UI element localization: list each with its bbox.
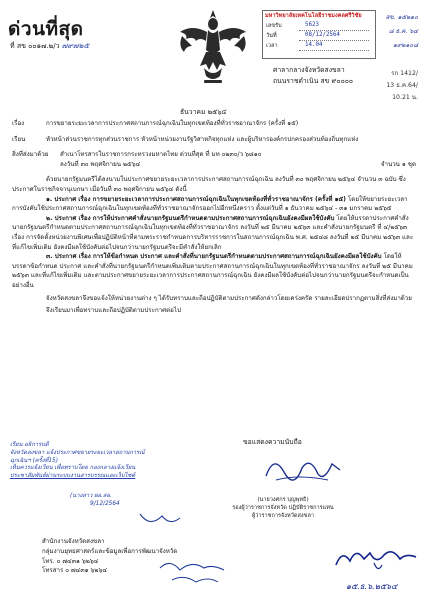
office-line: ศาลากลางจังหวัดสงขลา <box>273 66 345 74</box>
signer-position: ผู้ว่าราชการจังหวัดสงขลา <box>251 513 315 519</box>
item-2 <box>12 214 416 252</box>
minute-line: เรียน อธิการบดี <box>10 442 49 448</box>
subject-text: การขยายระยะเวลาการประกาศสถานการณ์ฉุกเฉินในทุกเขตท้องที่ทั่วราชอาณาจักร (ครั้งที่ ๑๕) <box>46 120 299 127</box>
footer-line: โทร. ๐ ๗๔๓๑ ๖๒๖๔ <box>42 557 99 565</box>
footer-line: โทรสาร ๐ ๗๔๓๑ ๖๒๖๔ <box>42 567 108 575</box>
office-line: ถนนราชดำเนิน สข ๙๐๐๐๐ <box>273 77 354 85</box>
paragraph: จังหวัดสงขลาจึงขอแจ้งให้หน่วยงานต่าง ๆ ได้รับทราบและถือปฏิบัติตามประกาศดังกล่าวโดยเคร่งครัด รายละเอียดปรากฏตามสิ่งที่ส่งมาด้วย <box>46 294 412 302</box>
right-note: ๑๙๒๑๐๘ <box>392 42 418 49</box>
subject-label: เรื่อง <box>12 120 25 127</box>
stamp-row <box>263 22 375 32</box>
garuda-emblem-icon <box>174 6 252 86</box>
stamp-label: เวลา <box>266 43 278 49</box>
right-note: ๘ ธ.ค. ๖๔ <box>388 28 418 35</box>
signature-icon <box>258 446 348 492</box>
footer-line: กลุ่มงานยุทธศาสตร์และข้อมูลเพื่อการพัฒนาจังหวัด <box>42 547 178 555</box>
paragraph: จึงเรียนมาเพื่อทราบและถือปฏิบัติตามประกาศต่อไป <box>46 307 181 315</box>
item-heading: ๑. ประกาศ เรื่อง การขยายระยะเวลาการประกาศสถานการณ์ฉุกเฉินในทุกเขตท้องที่ทั่วราชอาณาจักร (ครั้งที่ ๑๕) <box>46 195 347 203</box>
paragraph-text: ด้วยนายกรัฐมนตรีได้ลงนามในประกาศขยายระยะเวลาการประกาศสถานการณ์ฉุกเฉิน ลงวันที่ ๓๐ พฤศจิกายน ๒๕๖๔ <box>46 176 356 184</box>
closing: ขอแสดงความนับถือ <box>243 438 302 446</box>
paragraph <box>12 175 416 194</box>
doc-no-handwritten: ๗๙๗๒๕ <box>61 41 90 50</box>
to-label: เรียน <box>12 135 26 143</box>
ref-count: จำนวน ๑ ชุด <box>380 160 416 168</box>
item-text: โดยให้ขยายระยะเวลาการบังคับใช้ประกาศสถานการณ์ฉุกเฉินในทุกเขตท้องที่ทั่วราชอาณาจักรออกไปอีกหนึ่งคราว ตั้งแต่วันที่ ๑ ธันวาคม ๒๕๖๔ - ๓๑ มกราคม ๒๕๖๕ <box>12 195 408 213</box>
stamp-org: มหาวิทยาลัยเทคโนโลยีราชมงคลศรีวิชัย <box>265 13 362 19</box>
signer-position: รองผู้ว่าราชการจังหวัด ปฏิบัติราชการแทน <box>232 505 334 511</box>
minute-line: ฉุกเฉินฯ (ครั้งที่15) <box>10 457 58 464</box>
stamp-value: 08/12/2564 <box>305 32 340 38</box>
stamp-row <box>263 42 375 52</box>
item-3 <box>12 252 416 290</box>
right-note: สข. ๑๕๒๑๐ <box>385 14 418 21</box>
item-heading: ๓. ประกาศ เรื่อง การให้ข้อกำหนด ประกาศ และคำสั่งที่นายกรัฐมนตรีกำหนดตามประกาศสถานการณ์ฉุกเฉินยังคงมีผลใช้บังคับ <box>46 253 382 261</box>
ref-text-2: ลงวันที่ ๓๐ พฤศจิกายน ๒๕๖๔ <box>60 160 141 168</box>
footer-line: สำนักงานจังหวัดสงขลา <box>42 538 105 545</box>
to-text: หัวหน้าส่วนราชการทุกส่วนราชการ หัวหน้าหน่วยงานรัฐวิสาหกิจทุกแห่ง และผู้บริหารองค์กรปกครองส่วนท้องถิ่นทุกแห่ง <box>46 135 359 143</box>
right-note: 13 ธ.ค.64/ <box>386 82 418 89</box>
stamp-row <box>263 32 375 42</box>
right-note: 10.21 น. <box>392 94 418 101</box>
receipt-stamp <box>262 10 376 59</box>
ref-text: สำเนาโทรสารในราชการกระทรวงมหาดไทย ด่วนที่สุด ที่ มท ๐๒๓๐/ว ๖๘๑๐ <box>60 151 262 159</box>
document-body <box>12 119 416 316</box>
signer-name: (นายวงศกร บุญพุทธิ) <box>257 497 309 503</box>
minute-line: (นางสาว ผอ.สอ. <box>70 492 112 499</box>
ref-label: สิ่งที่ส่งมาด้วย <box>12 151 49 159</box>
minute-line: จังหวัดสงขลา แจ้งประกาศขยายระยะเวลาสถานการณ์ <box>10 449 145 456</box>
minute-line: 9/12/2564 <box>90 500 120 507</box>
to-line <box>12 135 416 145</box>
item-text: โดยให้บรรดาข้อกำหนด ประกาศ และคำสั่งที่นายกรัฐมนตรีกำหนดเพิ่มเติมตามประกาศสถานการณ์ฉุกเฉินในทุกเขตท้องที่ทั่วราชอาณาจักร ลงวันที่ ๒๕ มีนาคม ๒๕๖๓ และที่แก้ไขเพิ่มเติม และตามประกาศขยายระยะเวลาการประกาศสถานการณ์ฉุกเฉิน ยังคงมีผลใช้บังคับต่อไปจนกว่านายกรัฐมนตรีจะกำหนดเป็นอย่างอื่น <box>12 253 413 289</box>
footer-contact <box>42 537 177 576</box>
approval-date: ๑๕.ธ.๖.๒๕๖๔ <box>346 582 398 591</box>
paragraph-text: จำนวน ๓ ฉบับ ซึ่งประกาศในราชกิจจานุเบกษา เมื่อวันที่ ๓๐ พฤศจิกายน ๒๕๖๔ ดังนี้ <box>12 176 406 193</box>
office-address <box>273 65 353 87</box>
ref-line <box>12 150 416 160</box>
minute-line: ประชาสัมพันธ์ผ่านระบบงานสารบรรณและเว็บไซต์ <box>10 473 136 480</box>
doc-no-prefix: ที่ สข ๐๐๑๗.๒/ว <box>10 42 60 50</box>
item-1 <box>12 195 416 214</box>
stamp-label: วันที่ <box>266 33 277 39</box>
minute-line: เห็นควรแจ้งเวียน เพื่อทราบโดย กองกลางแจ้งเวียน <box>10 465 136 472</box>
right-note: รก 1412/ <box>391 70 418 77</box>
stamp-value: 5623 <box>305 22 319 28</box>
stamp-label: เลขรับ <box>266 23 282 29</box>
ref-line-2 <box>12 160 416 170</box>
handwritten-minute <box>10 442 198 509</box>
stamp-value: 14.04 <box>305 42 323 48</box>
item-heading: ๒. ประกาศ เรื่อง การให้ประกาศคำสั่งนายกรัฐมนตรีกำหนดตามประกาศสถานการณ์ฉุกเฉินยังคงมีผลใช้บังคับ <box>46 214 335 222</box>
document-date: ธันวาคม ๒๕๖๔ <box>180 108 227 116</box>
document-number <box>10 40 89 52</box>
signer-block <box>216 496 350 520</box>
item-text: โดยให้บรรดาประกาศคำสั่งนายกรัฐมนตรีกำหนดตามประกาศสถานการณ์ฉุกเฉินในทุกเขตท้องที่ทั่วราชอาณาจักร ลงวันที่ ๒๕ มีนาคม ๒๕๖๓ และคำสั่งนายกรัฐมนตรี ที่ ๔/๒๕๖๓ เรื่อง การจัดตั้งหน่วยงานพิเศษเพื่อปฏิบัติหน้าที่ตามพระราชกำหนดการบริหารราชการในสถานการณ์ฉุกเฉิน พ.ศ. ๒๕๔๘ ลงวันที่ ๒๕ มีนาคม ๒๕๖๓ และที่แก้ไขเพิ่มเติม ยังคงมีผลใช้บังคับต่อไปจนกว่านายกรัฐมนตรีจะมีคำสั่งให้ยกเลิก <box>12 214 414 251</box>
subject-line <box>12 119 416 129</box>
urgent-label: ด่วนที่สุด <box>8 18 84 40</box>
